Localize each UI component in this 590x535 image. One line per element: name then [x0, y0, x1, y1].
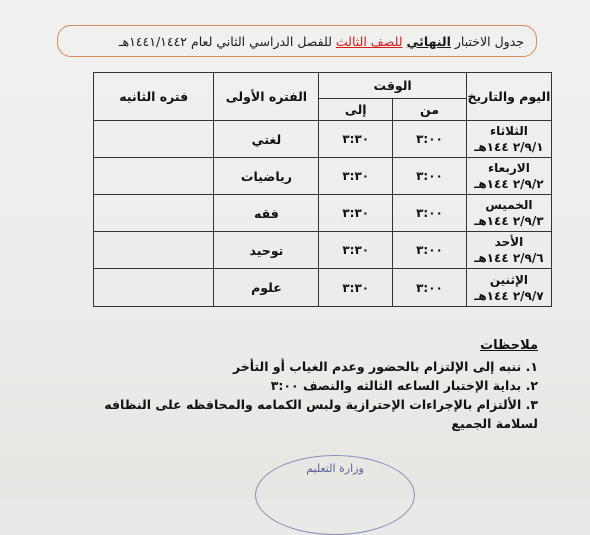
- from-time: ٣:٠٠: [393, 158, 467, 195]
- period-1-subject: علوم: [214, 269, 319, 307]
- day-date-cell: [466, 121, 551, 158]
- title-part-2: النهائي: [406, 33, 451, 49]
- header-time: الوقت: [319, 73, 466, 99]
- header-period-2: فتره الثانيه: [94, 73, 214, 121]
- day-date-cell: [466, 269, 551, 307]
- to-time: ٣:٣٠: [319, 269, 393, 307]
- period-2-subject: [94, 269, 214, 307]
- table-row: [94, 121, 552, 158]
- date: ٢/٩/٣ ١٤٤هـ: [474, 214, 544, 228]
- ministry-stamp: [255, 455, 415, 535]
- title-grade: للصف الثالث: [335, 33, 403, 49]
- from-time: ٣:٠٠: [393, 195, 467, 232]
- header-from: من: [393, 99, 467, 121]
- period-2-subject: [94, 158, 214, 195]
- day-date-cell: [466, 195, 551, 232]
- from-time: ٣:٠٠: [393, 121, 467, 158]
- day-date-cell: [466, 232, 551, 269]
- table-row: [94, 232, 552, 269]
- table-row: [94, 158, 552, 195]
- from-time: ٣:٠٠: [393, 269, 467, 307]
- period-2-subject: [94, 232, 214, 269]
- to-time: ٣:٣٠: [319, 232, 393, 269]
- note-item: ١. ننبه إلى الإلتزام بالحضور وعدم الغياب أو التأخر: [232, 359, 538, 374]
- notes-title: ملاحظات: [480, 338, 538, 353]
- period-1-subject: توحيد: [214, 232, 319, 269]
- day-name: الثلاثاء: [490, 124, 528, 138]
- period-1-subject: لغتي: [214, 121, 319, 158]
- note-item: ٣. الألتزام بالإجراءات الإحترازية ولبس الكمامه والمحافظه على النظافه لسلامة الجميع: [104, 397, 538, 431]
- stamp-text: وزارة التعليم: [306, 462, 364, 475]
- header-day-date: اليوم والتاريخ: [466, 73, 551, 121]
- to-time: ٣:٣٠: [319, 195, 393, 232]
- to-time: ٣:٣٠: [319, 158, 393, 195]
- title-part-1: جدول الاختبار: [454, 33, 524, 49]
- day-name: الاربعاء: [487, 161, 530, 175]
- period-2-subject: [94, 121, 214, 158]
- title-part-4: للفصل الدراسي الثاني لعام ١٤٤١/١٤٤٢هـ: [118, 33, 332, 49]
- date: ٢/٩/٦ ١٤٤هـ: [474, 251, 544, 265]
- date: ٢/٩/٧ ١٤٤هـ: [474, 288, 544, 303]
- day-name: الخميس: [485, 198, 533, 212]
- note-item: ٢. بداية الإختبار الساعه الثالثه والنصف ٣:٠٠: [270, 378, 538, 393]
- period-2-subject: [94, 195, 214, 232]
- from-time: ٣:٠٠: [393, 232, 467, 269]
- table-row: [94, 195, 552, 232]
- day-name: الأحد: [494, 235, 524, 249]
- date: ٢/٩/١ ١٤٤هـ: [474, 140, 544, 154]
- day-date-cell: [466, 158, 551, 195]
- period-1-subject: فقه: [214, 195, 319, 232]
- header-period-1: الفتره الأولى: [214, 73, 319, 121]
- header-to: إلى: [319, 99, 393, 121]
- exam-schedule-table: [93, 72, 552, 307]
- notes-section: [68, 338, 538, 433]
- document-title: [57, 25, 537, 57]
- day-name: الإثنين: [489, 272, 528, 287]
- to-time: ٣:٣٠: [319, 121, 393, 158]
- table-row: [94, 269, 552, 307]
- date: ٢/٩/٢ ١٤٤هـ: [474, 177, 544, 191]
- period-1-subject: رياضيات: [214, 158, 319, 195]
